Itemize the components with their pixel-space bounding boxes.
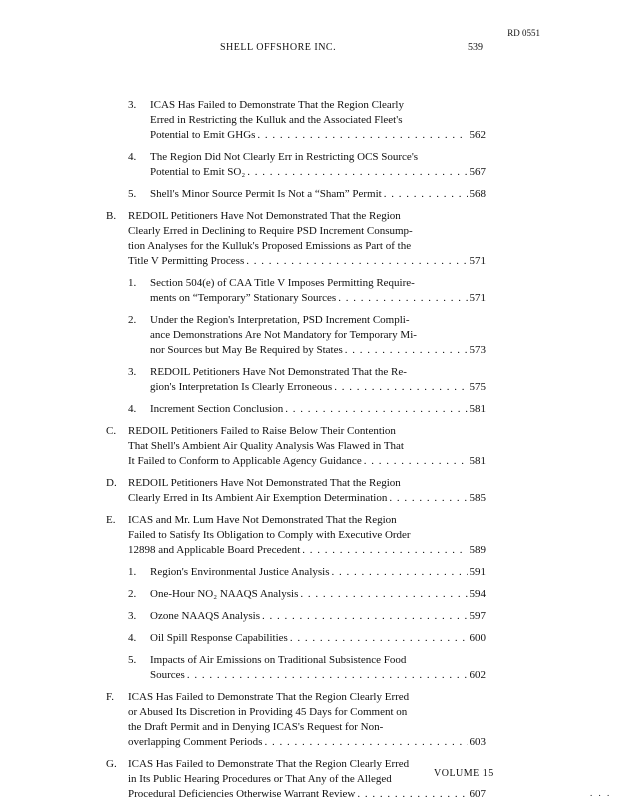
toc-entry-text: Shell's Minor Source Permit Is Not a “Sham” Permit xyxy=(150,188,382,200)
toc-entry-page: 600 xyxy=(469,632,486,644)
toc-entry-text: Region's Environmental Justice Analysis xyxy=(150,566,330,578)
dot-leader xyxy=(302,543,467,558)
toc-entry-page: 594 xyxy=(469,588,486,600)
toc-entry xyxy=(106,313,486,358)
toc-entry-page: 567 xyxy=(469,166,486,178)
dot-leader xyxy=(247,165,467,180)
toc-entry-line xyxy=(128,735,486,750)
toc-entry-text: Sources xyxy=(150,669,185,681)
toc-entry-marker: 2. xyxy=(128,588,137,600)
table-of-contents xyxy=(106,98,486,809)
toc-entry xyxy=(106,565,486,580)
toc-entry-line: the Draft Permit and in Denying ICAS's Request for Non- xyxy=(128,721,384,733)
toc-entry-marker: 5. xyxy=(128,654,137,666)
toc-entry xyxy=(106,476,486,506)
toc-entry-line: REDOIL Petitioners Have Not Demonstrated That the Re- xyxy=(150,366,407,378)
toc-entry-line xyxy=(150,128,486,143)
dot-leader xyxy=(334,380,467,395)
dot-leader xyxy=(187,668,468,683)
toc-entry-line: ICAS Has Failed to Demonstrate That the Region Clearly xyxy=(150,99,404,111)
toc-entry-text: Procedural Deficiencies Otherwise Warrant Review xyxy=(128,788,356,800)
dot-leader xyxy=(384,187,468,202)
toc-entry-line: ance Demonstrations Are Not Mandatory for Temporary Mi- xyxy=(150,329,417,341)
toc-entry-text: Title V Permitting Process xyxy=(128,255,245,267)
toc-entry xyxy=(106,276,486,306)
toc-entry-marker: 2. xyxy=(128,314,137,326)
toc-entry xyxy=(106,98,486,143)
toc-entry-line: REDOIL Petitioners Failed to Raise Below Their Contention xyxy=(128,425,396,437)
toc-entry-line: in Its Public Hearing Procedures or That Any of the Alleged xyxy=(128,773,392,785)
dot-leader xyxy=(290,631,468,646)
toc-entry-page: 597 xyxy=(469,610,486,622)
toc-entry-marker: G. xyxy=(106,758,117,770)
toc-entry xyxy=(106,365,486,395)
toc-entry-page: 575 xyxy=(469,381,486,393)
toc-entry-text: Potential to Emit GHGs xyxy=(150,129,256,141)
toc-entry xyxy=(106,609,486,624)
toc-entry xyxy=(106,690,486,750)
toc-entry-line: ICAS Has Failed to Demonstrate That the Region Clearly Erred xyxy=(128,758,410,770)
toc-entry-line xyxy=(150,165,486,180)
toc-entry-page: 585 xyxy=(469,492,486,504)
toc-entry-text: Increment Section Conclusion xyxy=(150,403,284,415)
toc-entry-line: or Abused Its Discretion in Providing 45 Days for Comment on xyxy=(128,706,408,718)
toc-entry-line xyxy=(128,454,486,469)
toc-entry-line xyxy=(128,254,486,269)
toc-entry-line: Under the Region's Interpretation, PSD Increment Compli- xyxy=(150,314,410,326)
toc-entry-marker: 5. xyxy=(128,188,137,200)
toc-entry xyxy=(106,424,486,469)
corner-mark: . . . xyxy=(590,788,612,798)
toc-entry-marker: 4. xyxy=(128,403,137,415)
toc-entry-text: One-Hour NO₂ NAAQS Analysis xyxy=(150,588,299,600)
toc-entry-page: 607 xyxy=(469,788,486,800)
toc-entry-marker: 1. xyxy=(128,566,137,578)
toc-entry-line: That Shell's Ambient Air Quality Analysis Was Flawed in That xyxy=(128,440,404,452)
toc-entry-line xyxy=(128,543,486,558)
dot-leader xyxy=(332,565,468,580)
toc-entry xyxy=(106,653,486,683)
dot-leader xyxy=(264,735,467,750)
toc-entry-marker: 1. xyxy=(128,277,137,289)
toc-entry-line: REDOIL Petitioners Have Not Demonstrated That the Region xyxy=(128,210,401,222)
toc-entry-line: REDOIL Petitioners Have Not Demonstrated That the Region xyxy=(128,477,401,489)
dot-leader xyxy=(300,587,467,602)
toc-entry-text: Oil Spill Response Capabilities xyxy=(150,632,288,644)
toc-entry-line: ICAS Has Failed to Demonstrate That the Region Clearly Erred xyxy=(128,691,410,703)
dot-leader xyxy=(364,454,468,469)
toc-entry-page: 573 xyxy=(469,344,486,356)
toc-entry xyxy=(106,513,486,558)
toc-entry-text: Clearly Erred in Its Ambient Air Exemption Determination xyxy=(128,492,388,504)
toc-entry-marker: F. xyxy=(106,691,114,703)
toc-entry xyxy=(106,757,486,802)
toc-entry-line xyxy=(150,565,486,580)
toc-entry-text: overlapping Comment Periods xyxy=(128,736,263,748)
toc-entry-page: 603 xyxy=(469,736,486,748)
dot-leader xyxy=(338,291,467,306)
toc-entry-line xyxy=(150,380,486,395)
toc-entry-page: 568 xyxy=(469,188,486,200)
toc-entry xyxy=(106,402,486,417)
toc-entry-page: 571 xyxy=(469,292,486,304)
toc-entry-line xyxy=(150,402,486,417)
dot-leader xyxy=(246,254,467,269)
dot-leader xyxy=(262,609,468,624)
toc-entry-line xyxy=(150,187,486,202)
toc-entry-line: The Region Did Not Clearly Err in Restricting OCS Source's xyxy=(150,151,419,163)
toc-entry-marker: 3. xyxy=(128,99,137,111)
toc-entry-line xyxy=(150,343,486,358)
toc-entry xyxy=(106,209,486,269)
toc-entry-text: gion's Interpretation Is Clearly Erroneous xyxy=(150,381,333,393)
toc-entry-line xyxy=(150,587,486,602)
toc-entry-marker: 3. xyxy=(128,610,137,622)
toc-entry-page: 591 xyxy=(469,566,486,578)
toc-entry-line xyxy=(150,631,486,646)
toc-entry-page: 581 xyxy=(469,403,486,415)
toc-entry-page: 571 xyxy=(469,255,486,267)
toc-entry xyxy=(106,631,486,646)
toc-entry-line: Section 504(e) of CAA Title V Imposes Permitting Require- xyxy=(150,277,415,289)
toc-entry-page: 562 xyxy=(469,129,486,141)
toc-entry-marker: 4. xyxy=(128,151,137,163)
toc-entry-line xyxy=(150,668,486,683)
toc-entry-line: Clearly Erred in Declining to Require PSD Increment Consump- xyxy=(128,225,413,237)
toc-entry-marker: 3. xyxy=(128,366,137,378)
toc-entry-marker: E. xyxy=(106,514,116,526)
toc-entry xyxy=(106,150,486,180)
dot-leader xyxy=(285,402,467,417)
toc-entry-line xyxy=(150,291,486,306)
toc-entry-page: 589 xyxy=(469,544,486,556)
toc-entry-text: It Failed to Conform to Applicable Agency Guidance xyxy=(128,455,362,467)
dot-leader xyxy=(389,491,467,506)
toc-entry-text: 12898 and Applicable Board Precedent xyxy=(128,544,301,556)
toc-entry-marker: 4. xyxy=(128,632,137,644)
toc-entry xyxy=(106,187,486,202)
dot-leader xyxy=(345,343,468,358)
toc-entry-marker: D. xyxy=(106,477,117,489)
volume-footer: VOLUME 15 xyxy=(434,768,494,779)
toc-entry-text: Potential to Emit SO₂ xyxy=(150,166,246,178)
toc-entry-text: ments on “Temporary” Stationary Sources xyxy=(150,292,337,304)
toc-entry-line xyxy=(150,609,486,624)
toc-entry-marker: B. xyxy=(106,210,117,222)
toc-entry-line: tion Analyses for the Kulluk's Proposed Emissions as Part of the xyxy=(128,240,412,252)
toc-entry-line: Impacts of Air Emissions on Traditional Subsistence Food xyxy=(150,654,407,666)
toc-entry-text: Ozone NAAQS Analysis xyxy=(150,610,260,622)
toc-entry-line xyxy=(128,491,486,506)
page-number: 539 xyxy=(468,42,483,53)
toc-entry-page: 581 xyxy=(469,455,486,467)
toc-entry-page: 602 xyxy=(469,669,486,681)
toc-entry-marker: C. xyxy=(106,425,117,437)
toc-entry-line: ICAS and Mr. Lum Have Not Demonstrated That the Region xyxy=(128,514,397,526)
dot-leader xyxy=(257,128,467,143)
toc-entry-line: Erred in Restricting the Kulluk and the Associated Fleet's xyxy=(150,114,403,126)
toc-entry-line: Failed to Satisfy Its Obligation to Comply with Executive Order xyxy=(128,529,411,541)
running-header-title: SHELL OFFSHORE INC. xyxy=(220,42,337,53)
toc-entry xyxy=(106,587,486,602)
toc-entry-text: nor Sources but May Be Required by States xyxy=(150,344,343,356)
document-id: RD 0551 xyxy=(507,28,540,38)
